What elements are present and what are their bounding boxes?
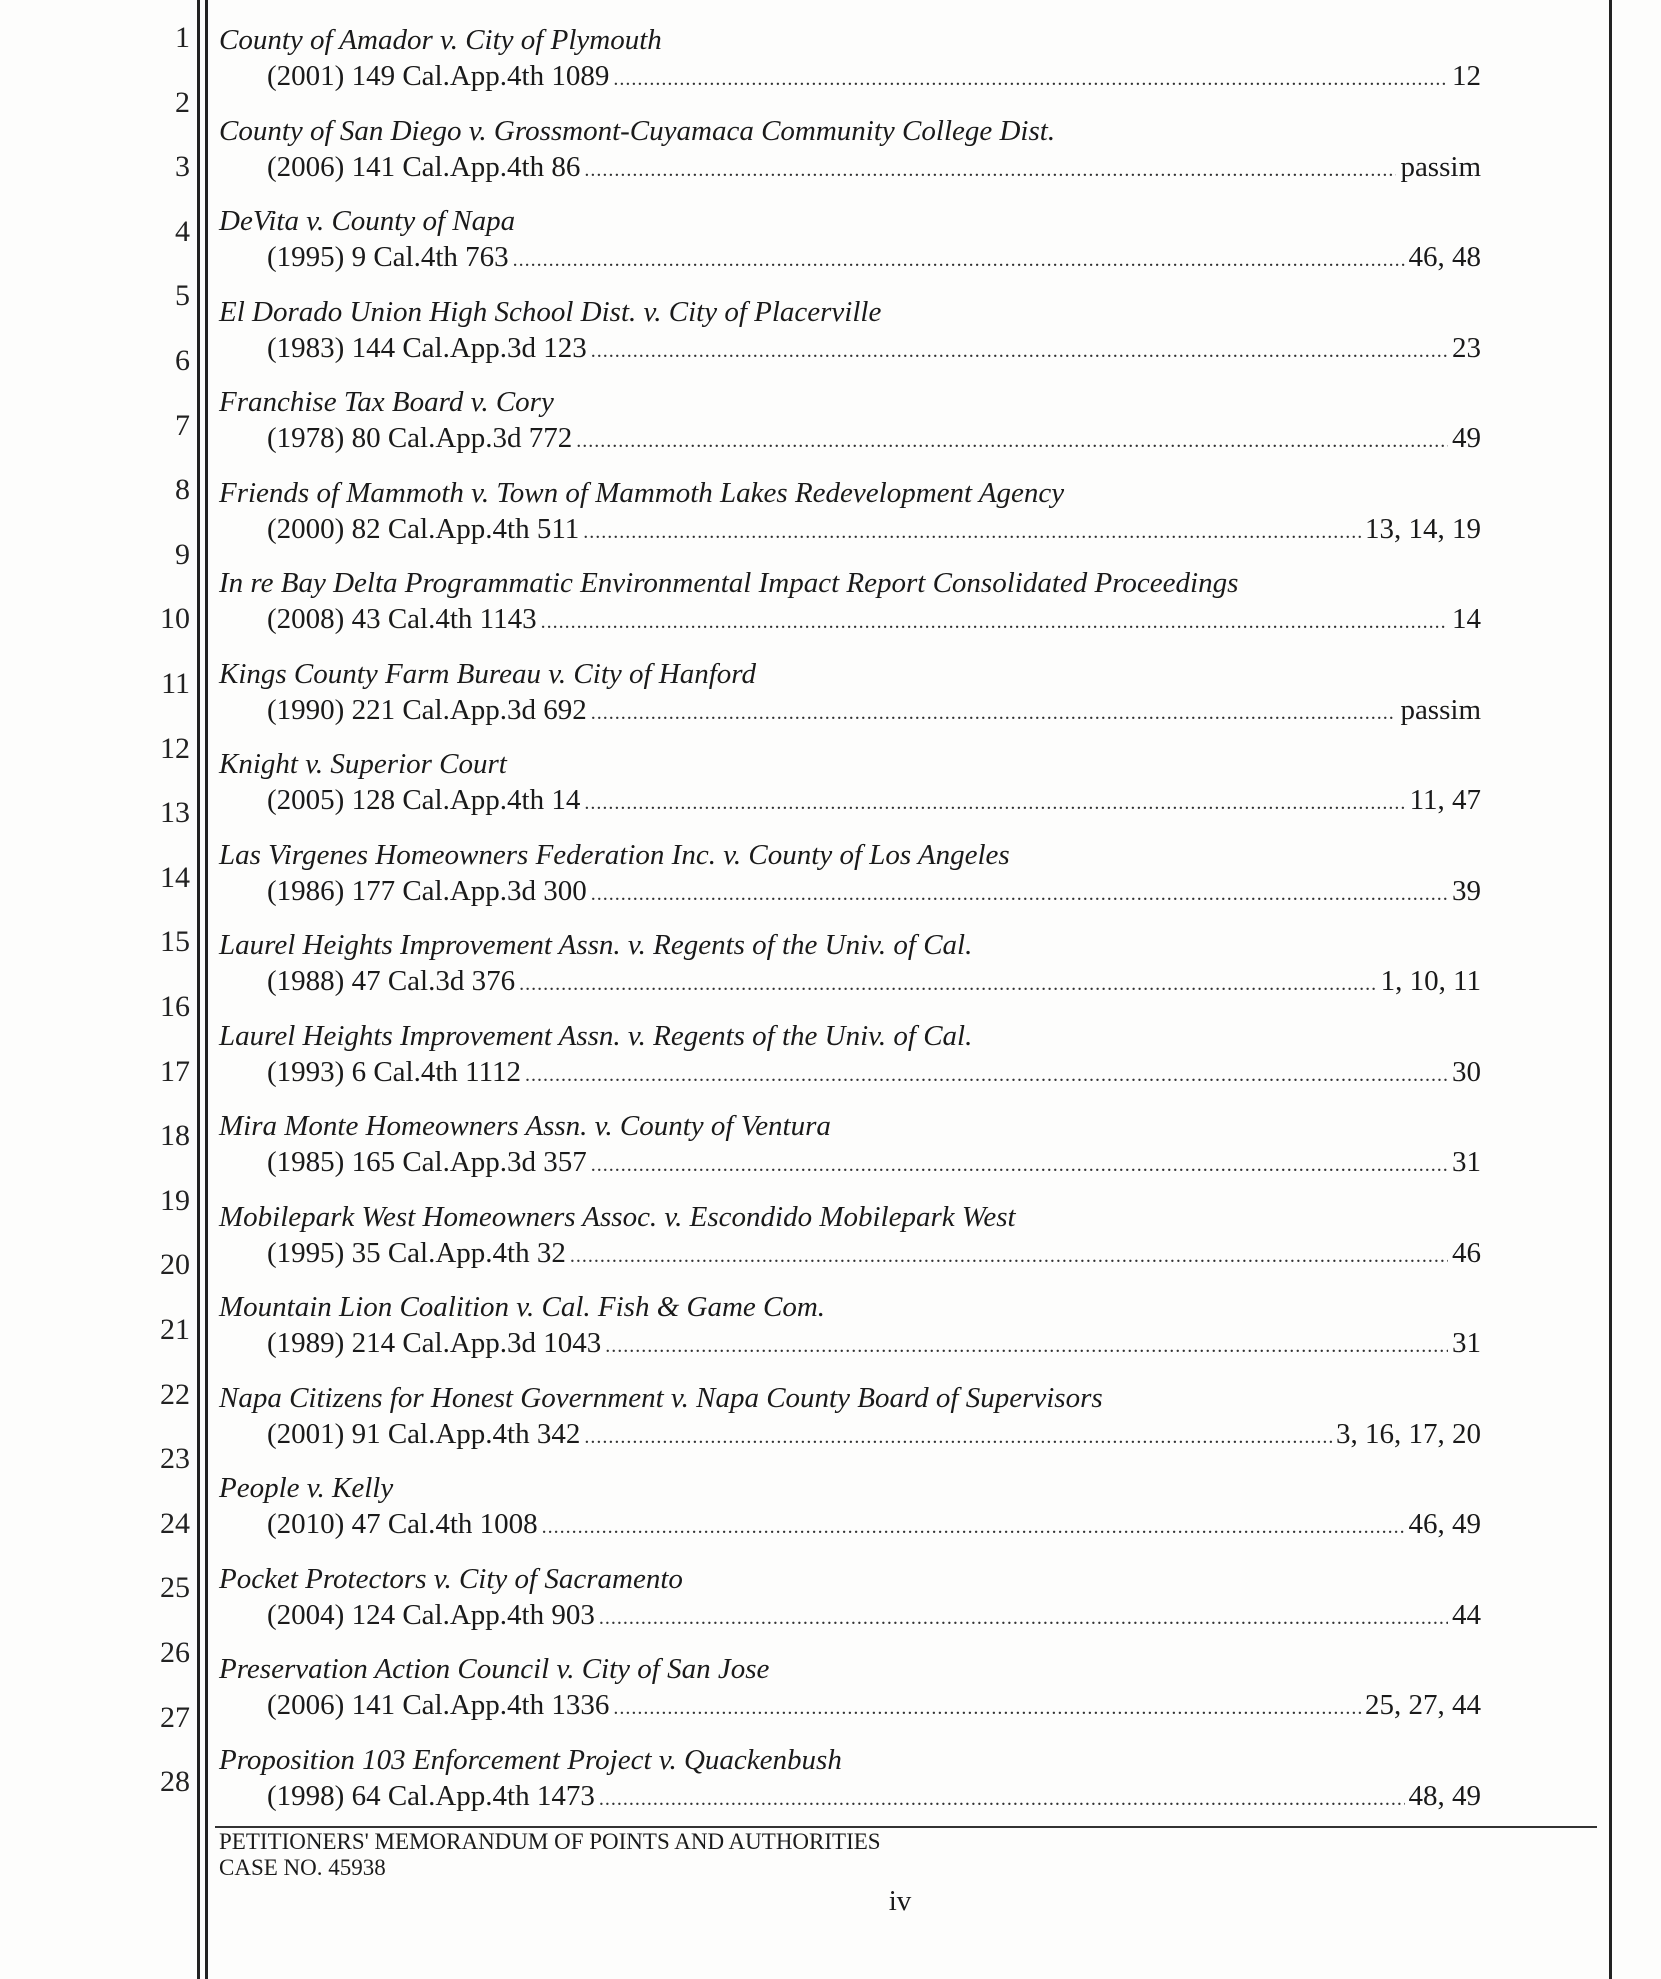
- citation-line: [267, 149, 1481, 188]
- authority-entry: [219, 203, 1481, 278]
- case-name: Friends of Mammoth v. Town of Mammoth Lakes Redevelopment Agency: [219, 476, 1065, 509]
- case-name: DeVita v. County of Napa: [219, 205, 516, 237]
- authority-entry: [219, 1289, 1481, 1364]
- citation-line: [267, 1325, 1481, 1364]
- case-name: Laurel Heights Improvement Assn. v. Regents of the Univ. of Cal.: [219, 1019, 973, 1052]
- page-references: 25, 27, 44: [1365, 1689, 1481, 1721]
- citation-line: [267, 963, 1481, 1002]
- page-references: passim: [1400, 693, 1481, 726]
- case-name: Franchise Tax Board v. Cory: [219, 386, 554, 418]
- line-number: 25: [160, 1571, 190, 1605]
- case-name: Mountain Lion Coalition v. Cal. Fish & Game Com.: [219, 1291, 826, 1323]
- line-number: 20: [160, 1248, 190, 1282]
- case-name: Las Virgenes Homeowners Federation Inc. v. County of Los Angeles: [219, 838, 1010, 871]
- citation: (2004) 124 Cal.App.4th 903: [267, 1598, 595, 1631]
- dot-leader: [584, 152, 1396, 188]
- citation: (1995) 35 Cal.App.4th 32: [267, 1236, 566, 1269]
- page-references: 31: [1452, 1327, 1481, 1359]
- citation-line: [267, 1054, 1481, 1093]
- citation: (2008) 43 Cal.4th 1143: [267, 603, 537, 635]
- dot-leader: [541, 604, 1448, 640]
- citation: (1993) 6 Cal.4th 1112: [267, 1055, 521, 1088]
- citation: (2001) 149 Cal.App.4th 1089: [267, 60, 610, 92]
- page-references: 12: [1452, 60, 1481, 92]
- citation-line: [267, 420, 1481, 459]
- case-name: Mobilepark West Homeowners Assoc. v. Escondido Mobilepark West: [219, 1200, 1016, 1233]
- citation: (1998) 64 Cal.App.4th 1473: [267, 1779, 595, 1812]
- dot-leader: [599, 1781, 1405, 1817]
- citation: (1983) 144 Cal.App.3d 123: [267, 331, 587, 364]
- citation-line: [267, 692, 1481, 731]
- citation: (1985) 165 Cal.App.3d 357: [267, 1146, 587, 1178]
- line-number: 5: [175, 279, 190, 313]
- page-number: iv: [888, 1885, 912, 1917]
- authority-entry: [219, 1018, 1481, 1093]
- authority-entry: [219, 1742, 1481, 1817]
- authority-entry: [219, 1651, 1481, 1726]
- case-name: County of San Diego v. Grossmont-Cuyamaca Community College Dist.: [219, 114, 1056, 147]
- case-name: County of Amador v. City of Plymouth: [219, 24, 662, 56]
- dot-leader: [599, 1600, 1448, 1636]
- citation-line: [267, 239, 1481, 278]
- authority-entry: [219, 1561, 1481, 1636]
- line-number: 18: [160, 1119, 190, 1153]
- citation-line: [267, 1506, 1481, 1545]
- authority-entry: [219, 1108, 1481, 1183]
- right-margin-rule: [1609, 0, 1612, 1979]
- citation: (2006) 141 Cal.App.4th 86: [267, 150, 581, 183]
- case-name: Mira Monte Homeowners Assn. v. County of Ventura: [219, 1110, 831, 1142]
- line-number: 11: [161, 667, 190, 700]
- dot-leader: [525, 1057, 1448, 1093]
- citation-line: [267, 1778, 1481, 1817]
- citation-line: [267, 330, 1481, 369]
- citation-line: [267, 1416, 1481, 1455]
- footer-divider: [215, 1826, 1597, 1828]
- dot-leader: [513, 242, 1405, 278]
- line-number: 8: [175, 473, 190, 507]
- case-name: Kings County Farm Bureau v. City of Hanford: [219, 657, 757, 690]
- line-number: 3: [175, 150, 190, 184]
- page-references: 31: [1452, 1146, 1481, 1178]
- page-references: 3, 16, 17, 20: [1336, 1417, 1481, 1450]
- line-number: 27: [160, 1700, 190, 1734]
- page-references: 13, 14, 19: [1365, 512, 1481, 545]
- line-number: 7: [175, 408, 190, 442]
- citation-line: [267, 511, 1481, 550]
- page-references: 48, 49: [1408, 1779, 1481, 1812]
- authority-entry: [219, 837, 1481, 912]
- dot-leader: [613, 1690, 1361, 1726]
- authority-entry: [219, 1380, 1481, 1455]
- line-number: 10: [160, 602, 190, 636]
- authority-entry: [219, 22, 1481, 97]
- authority-entry: [219, 475, 1481, 550]
- citation: (2010) 47 Cal.4th 1008: [267, 1508, 538, 1540]
- page-references: 14: [1452, 603, 1481, 635]
- left-margin-rule-outer: [197, 0, 200, 1979]
- authority-entry: [219, 656, 1481, 731]
- citation-line: [267, 1597, 1481, 1636]
- authority-entry: [219, 565, 1481, 640]
- citation-line: [267, 1235, 1481, 1274]
- line-number: 1: [175, 21, 190, 54]
- dot-leader: [591, 333, 1448, 369]
- dot-leader: [584, 1419, 1332, 1455]
- dot-leader: [584, 785, 1405, 821]
- line-number: 23: [160, 1442, 190, 1476]
- page-references: 23: [1452, 331, 1481, 364]
- authority-entry: [219, 927, 1481, 1002]
- authority-entry: [219, 746, 1481, 821]
- page-references: 1, 10, 11: [1380, 965, 1481, 997]
- line-number: 4: [175, 214, 190, 248]
- dot-leader: [542, 1509, 1405, 1545]
- case-name: Proposition 103 Enforcement Project v. Quackenbush: [219, 1743, 842, 1776]
- citation: (1995) 9 Cal.4th 763: [267, 241, 509, 273]
- dot-leader: [591, 695, 1397, 731]
- case-name: Napa Citizens for Honest Government v. Napa County Board of Supervisors: [219, 1381, 1103, 1414]
- page-references: passim: [1400, 150, 1481, 183]
- page-references: 46, 48: [1408, 241, 1481, 273]
- citation: (2001) 91 Cal.App.4th 342: [267, 1417, 581, 1450]
- line-number: 6: [175, 344, 190, 377]
- case-name: People v. Kelly: [219, 1472, 394, 1504]
- citation-line: [267, 601, 1481, 640]
- citation-line: [267, 782, 1481, 821]
- authority-entry: [219, 1199, 1481, 1274]
- dot-leader: [583, 514, 1361, 550]
- citation: (2000) 82 Cal.App.4th 511: [267, 512, 580, 545]
- case-name: Preservation Action Council v. City of San Jose: [219, 1653, 770, 1685]
- line-number: 28: [160, 1765, 190, 1799]
- page-references: 39: [1452, 874, 1481, 907]
- dot-leader: [519, 966, 1376, 1002]
- citation-line: [267, 873, 1481, 912]
- dot-leader: [605, 1328, 1448, 1364]
- line-number: 15: [160, 925, 190, 959]
- line-number: 14: [160, 860, 190, 894]
- line-number: 13: [160, 796, 190, 830]
- citation: (2005) 128 Cal.App.4th 14: [267, 784, 581, 816]
- line-number: 22: [160, 1377, 190, 1411]
- footer-case-number: CASE NO. 45938: [219, 1855, 386, 1880]
- line-number: 19: [160, 1183, 190, 1217]
- page-references: 11, 47: [1409, 784, 1481, 816]
- citation-line: [267, 1144, 1481, 1183]
- page-references: 46: [1452, 1236, 1481, 1269]
- line-number: 12: [160, 731, 190, 765]
- authority-entry: [219, 384, 1481, 459]
- case-name: Laurel Heights Improvement Assn. v. Regents of the Univ. of Cal.: [219, 929, 973, 961]
- line-number: 17: [160, 1054, 190, 1088]
- page-references: 49: [1452, 422, 1481, 454]
- line-number: 2: [175, 85, 190, 119]
- page-references: 30: [1452, 1055, 1481, 1088]
- citation: (1988) 47 Cal.3d 376: [267, 965, 516, 997]
- case-name: El Dorado Union High School Dist. v. City of Placerville: [219, 295, 882, 328]
- page-references: 44: [1452, 1598, 1481, 1631]
- line-number: 26: [160, 1636, 190, 1669]
- citation: (2006) 141 Cal.App.4th 1336: [267, 1689, 610, 1721]
- authority-entry: [219, 113, 1481, 188]
- page-references: 46, 49: [1408, 1508, 1481, 1540]
- pleading-line-numbers: [0, 0, 190, 1979]
- citation-line: [267, 58, 1481, 97]
- dot-leader: [570, 1238, 1448, 1274]
- citation: (1990) 221 Cal.App.3d 692: [267, 693, 587, 726]
- dot-leader: [591, 876, 1448, 912]
- case-name: In re Bay Delta Programmatic Environmental Impact Report Consolidated Proceedings: [219, 567, 1239, 599]
- dot-leader: [576, 423, 1448, 459]
- dot-leader: [591, 1147, 1448, 1183]
- citation: (1986) 177 Cal.App.3d 300: [267, 874, 587, 907]
- authority-entry: [219, 1470, 1481, 1545]
- line-number: 9: [175, 537, 190, 571]
- footer-document-title: PETITIONERS' MEMORANDUM OF POINTS AND AUTHORITIES: [219, 1829, 881, 1854]
- authority-entry: [219, 294, 1481, 369]
- dot-leader: [613, 61, 1448, 97]
- citation: (1989) 214 Cal.App.3d 1043: [267, 1327, 602, 1359]
- citation: (1978) 80 Cal.App.3d 772: [267, 422, 573, 454]
- line-number: 16: [160, 990, 190, 1023]
- case-name: Knight v. Superior Court: [219, 748, 507, 780]
- line-number: 24: [160, 1506, 190, 1540]
- left-margin-rule-inner: [205, 0, 208, 1979]
- line-number: 21: [160, 1313, 190, 1346]
- case-name: Pocket Protectors v. City of Sacramento: [219, 1562, 683, 1595]
- citation-line: [267, 1687, 1481, 1726]
